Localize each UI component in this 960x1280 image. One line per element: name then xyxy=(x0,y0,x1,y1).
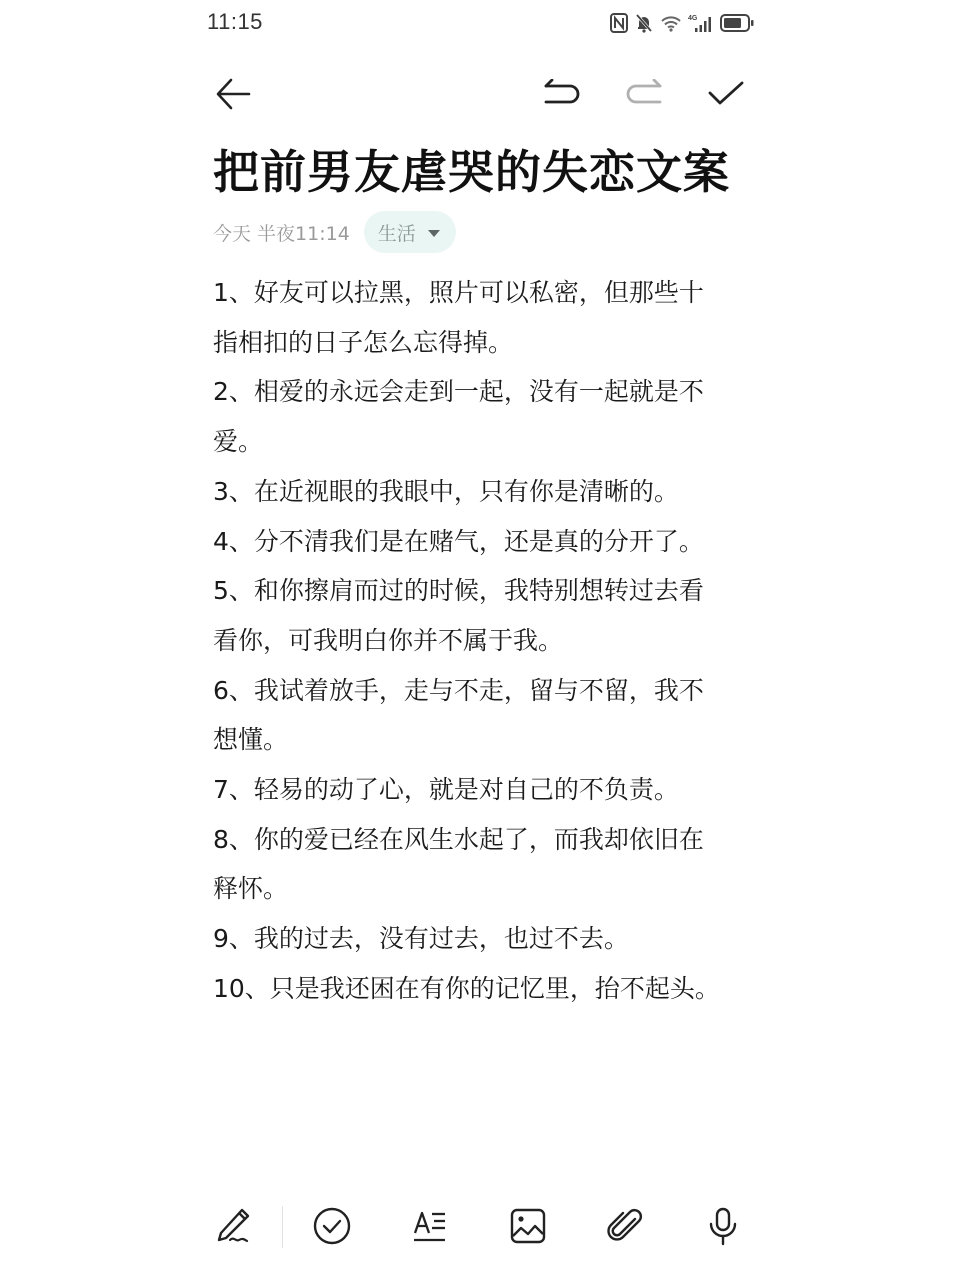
wifi-icon xyxy=(660,14,682,32)
back-button[interactable] xyxy=(209,70,257,118)
bottom-toolbar xyxy=(200,1196,760,1256)
note-line: 5、和你擦肩而过的时候，我特别想转过去看看你，可我明白你并不属于我。 xyxy=(213,576,704,655)
undo-button[interactable] xyxy=(538,70,586,118)
category-label: 生活 xyxy=(377,222,416,245)
voice-input-button[interactable] xyxy=(699,1202,747,1250)
handwriting-button[interactable] xyxy=(210,1202,258,1250)
redo-icon xyxy=(624,79,664,109)
undo-icon xyxy=(542,79,582,109)
note-line: 10、只是我还困在有你的记忆里，抬不起头。 xyxy=(213,973,720,1003)
attachment-button[interactable] xyxy=(601,1202,649,1250)
back-arrow-icon xyxy=(215,76,251,112)
caret-down-icon xyxy=(428,230,440,237)
note-line: 3、在近视眼的我眼中，只有你是清晰的。 xyxy=(213,476,679,506)
insert-image-button[interactable] xyxy=(504,1202,552,1250)
checklist-icon xyxy=(312,1206,352,1246)
battery-icon xyxy=(720,13,754,33)
redo-button[interactable] xyxy=(620,70,668,118)
image-icon xyxy=(508,1206,548,1246)
toolbar-divider xyxy=(282,1206,283,1248)
note-body[interactable] xyxy=(213,268,728,1014)
text-format-button[interactable] xyxy=(407,1202,455,1250)
done-button[interactable] xyxy=(702,70,750,118)
mute-bell-icon xyxy=(634,13,654,33)
note-line: 2、相爱的永远会走到一起，没有一起就是不爱。 xyxy=(213,377,704,457)
text-format-icon xyxy=(411,1206,451,1246)
microphone-icon xyxy=(703,1206,743,1246)
editor-toolbar xyxy=(200,66,760,122)
svg-text:4G: 4G xyxy=(688,15,698,22)
attachment-icon xyxy=(605,1206,645,1246)
category-dropdown[interactable] xyxy=(364,211,456,253)
checklist-button[interactable] xyxy=(308,1202,356,1250)
note-title[interactable]: 把前男友虐哭的失恋文案 xyxy=(213,145,730,199)
status-icons xyxy=(610,10,754,36)
notes-editor-screen xyxy=(200,0,760,1280)
note-line: 1、好友可以拉黑，照片可以私密，但那些十指相扣的日子怎么忘得掉。 xyxy=(213,278,704,357)
note-line: 7、轻易的动了心，就是对自己的不负责。 xyxy=(213,775,679,805)
nfc-icon xyxy=(610,13,628,33)
note-meta xyxy=(213,210,456,254)
note-date: 今天 半夜11:14 xyxy=(213,222,350,245)
note-line: 9、我的过去，没有过去，也过不去。 xyxy=(213,924,629,954)
note-line: 6、我试着放手，走与不走，留与不留，我不想懂。 xyxy=(213,675,704,755)
status-bar xyxy=(200,0,760,46)
status-time: 11:15 xyxy=(207,9,263,34)
handwriting-icon xyxy=(214,1206,254,1246)
note-line: 8、你的爱已经在风生水起了，而我却依旧在释怀。 xyxy=(213,824,704,904)
4g-signal-icon xyxy=(688,13,714,33)
note-line: 4、分不清我们是在赌气，还是真的分开了。 xyxy=(213,526,704,556)
checkmark-icon xyxy=(707,79,745,109)
